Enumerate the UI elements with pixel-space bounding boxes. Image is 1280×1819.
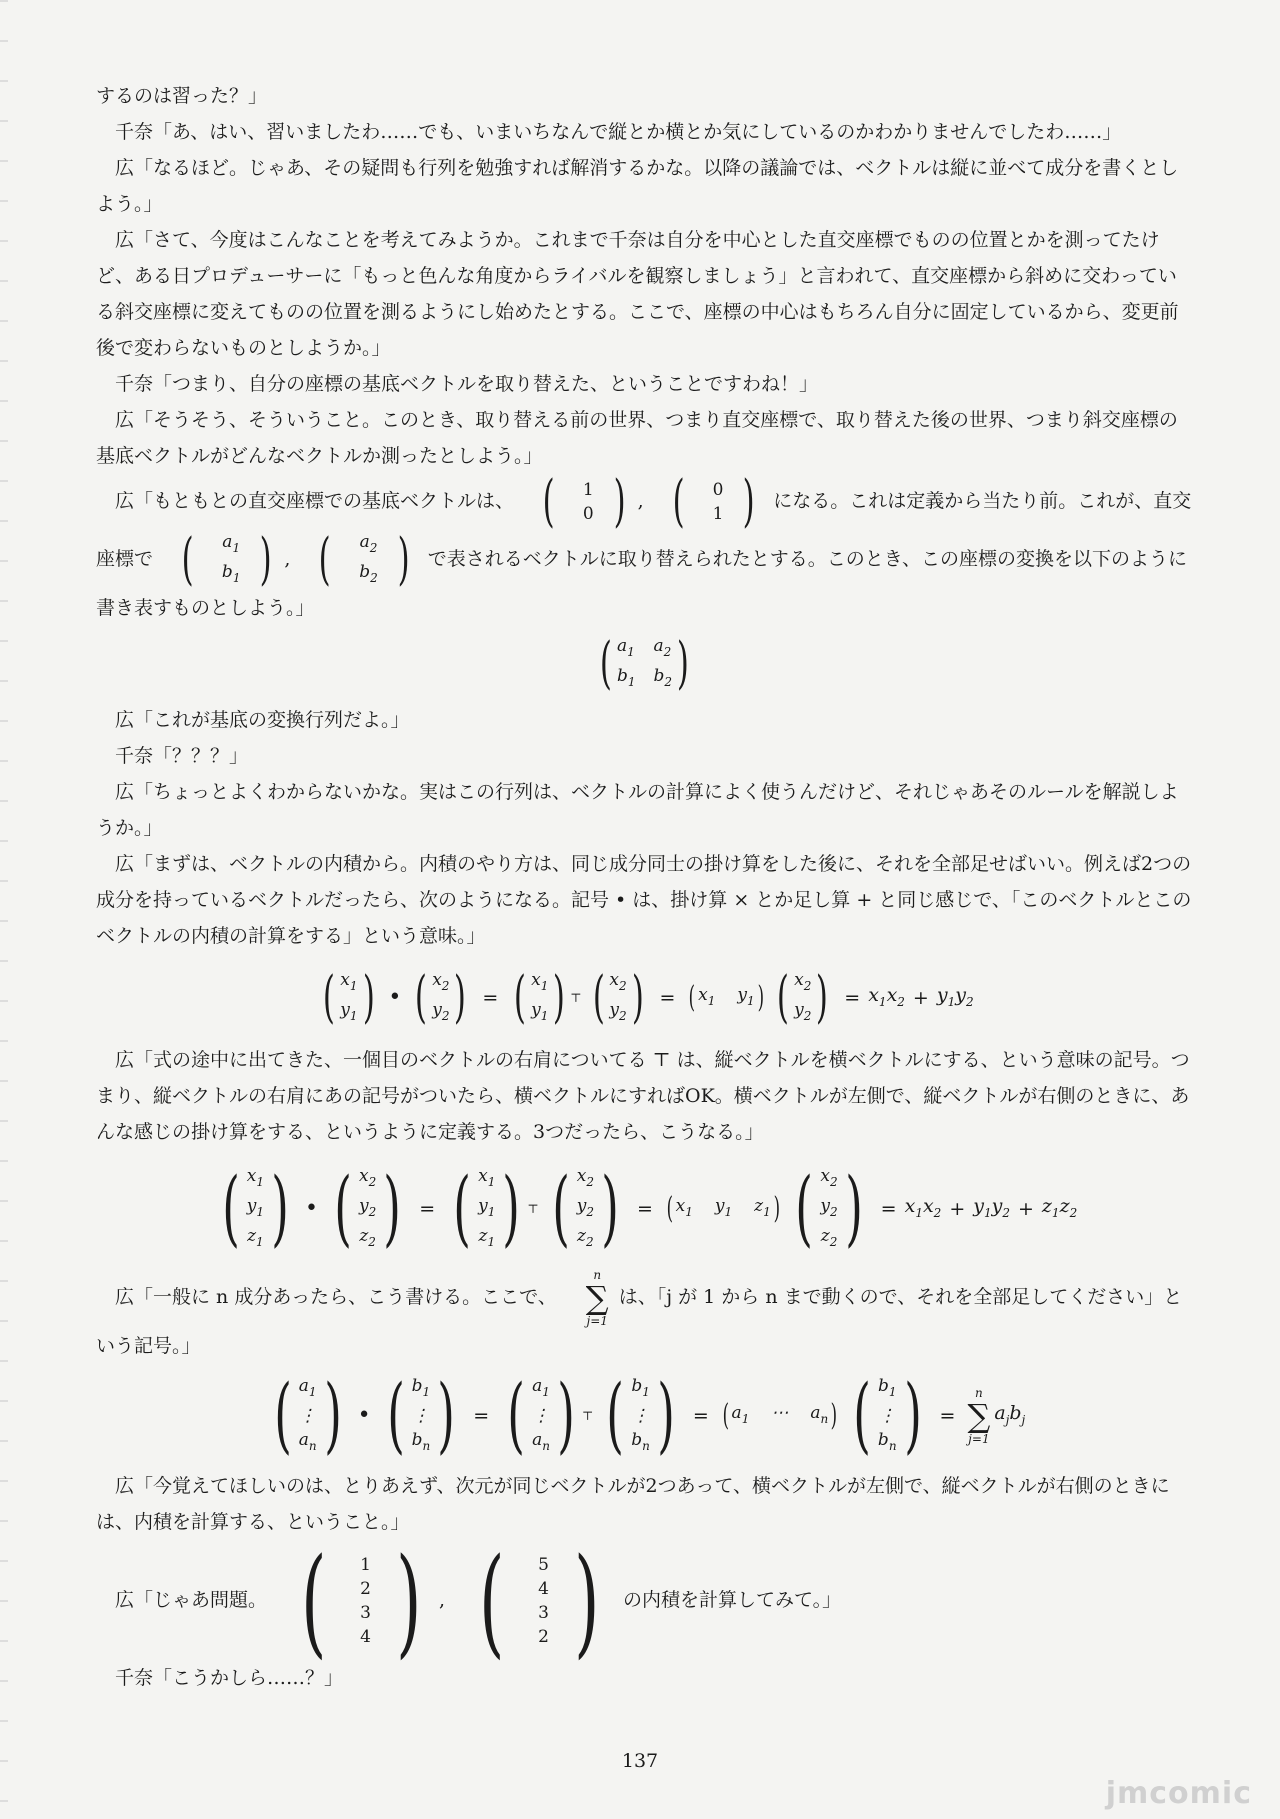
binding-edge bbox=[0, 0, 8, 1819]
inner-product-3d: ( $x_1$ $y_1$ $z_1$ ) • ( $x_2$ $y_2$ $z_2$ ) = ( $x_1$ $y_1$ $z_1$ ) ⊤ ( $x_2$ $y_2$ $z_2$ ) = ( $x_1$ $y_1$ $z_1$ ) ( $x_2$ $y_2$ $z_2$ ) = $x_1x_2$ + $y_1y_2$ + $z_1z_2$ bbox=[221, 1161, 1078, 1256]
paragraph: 広「これが基底の変換行列だよ。」 bbox=[115, 709, 410, 731]
paragraph: 広「今覚えてほしいのは、とりあえず、次元が同じベクトルが2つあって、横ベクトルが左側で、縦ベクトルが右側のときには、内積を計算する、ということ。」 bbox=[96, 1475, 1170, 1533]
vector-e1: ( 1 0 ) bbox=[542, 469, 626, 534]
text-run: になる。これは定義から当たり前。これが、直交座標で bbox=[96, 490, 1192, 570]
text-run: 広「じゃあ問題。 bbox=[115, 1589, 268, 1611]
inner-product-nd: ( $a_1$ ⋮ $a_n$ ) • ( $b_1$ ⋮ $b_n$ ) = ( $a_1$ ⋮ $a_n$ ) ⊤ ( $b_1$ ⋮ $b_n$ ) = ( $a_1$ ⋯ $a_n$ ) ( $b_1$ ⋮ $b_n$ ) = n ∑ j=1 $a_jb_j$ bbox=[273, 1368, 1026, 1463]
paragraph: 広「さて、今度はこんなことを考えてみようか。これまで千奈は自分を中心とした直交座標でものの位置とかを測ってたけど、ある日プロデューサーに「もっと色んな角度からライバルを観察しましょう」と言われて、直交座標から斜めに交わっている斜交座標に変えてものの位置を測るようにし始めたとする。ここで、座標の中心はもちろん自分に固定しているから、変更前後で変わらないものとしようか。」 bbox=[96, 229, 1179, 359]
body-text bbox=[96, 78, 1193, 1696]
paragraph: するのは習った？」 bbox=[96, 85, 268, 107]
matrix-equation: ( $a_1$ $a_2$ $b_1$ $b_2$ ) bbox=[600, 631, 689, 696]
inner-product-2d: ( $x_1$ $y_1$ ) • ( $x_2$ $y_2$ ) = ( $x_1$ $y_1$ ) ⊤ ( $x_2$ $y_2$ ) = ( $x_1$ $y_1$ ) ( $x_2$ $y_2$ ) = $x_1x_2$ + $y_1y_2$ bbox=[323, 965, 974, 1030]
vector-a1b1: ( $a_1$ $b_1$ ) bbox=[181, 527, 273, 592]
paragraph: 千奈「あ、はい、習いましたわ……でも、いまいちなんで縦とか横とか気にしているのかわかりませんでしたわ……」 bbox=[115, 121, 1122, 143]
vector-e2: ( 0 1 ) bbox=[672, 469, 756, 534]
vector-q1: ( 1 2 3 4 ) bbox=[301, 1532, 422, 1670]
text-run: で表されるベクトルに取り替えられたとする。このとき、この座標の変換を以下のように書き表すものとしよう。」 bbox=[96, 548, 1187, 619]
vector-a2b2: ( $a_2$ $b_2$ ) bbox=[319, 527, 410, 592]
paragraph: 広「まずは、ベクトルの内積から。内積のやり方は、同じ成分同士の掛け算をした後に、それを全部足せばいい。例えば2つの成分を持っているベクトルだったら、次のようになる。記号 • は、掛け算 × とか足し算 + と同じ感じで、「このベクトルとこのベクトルの内積の計算をする」という意味。」 bbox=[96, 853, 1192, 947]
paragraph: 千奈「？？？」 bbox=[115, 745, 249, 767]
paragraph-basis: 広「もともとの直交座標での基底ベクトルは、 ( 1 0 ) , ( 0 1 ) になる。これは定義から当たり前。これが、直交座標で ( $a_1$ $b_1$ ) , ( $a_2$ $b_2$ ) で表されるベクトルに取り替えられたとする。このとき、この座標の変換を以下のように書き表すものとしよう。」 bbox=[96, 469, 1192, 619]
vector-q2: ( 5 4 3 2 ) bbox=[479, 1532, 600, 1670]
text-run: 広「一般に n 成分あったら、こう書ける。ここで、 bbox=[115, 1286, 557, 1308]
paragraph: 千奈「こうかしら……？」 bbox=[115, 1667, 344, 1689]
paragraph: 広「ちょっとよくわからないかな。実はこの行列は、ベクトルの計算によく使うんだけど、それじゃあそのルールを解説しようか。」 bbox=[96, 781, 1179, 839]
text-run: は、「j が 1 から n まで動くので、それを全部足してください」という記号。」 bbox=[96, 1286, 1183, 1357]
sum-symbol: n ∑ j=1 bbox=[585, 1268, 609, 1328]
paragraph: 広「そうそう、そういうこと。このとき、取り替える前の世界、つまり直交座標で、取り替えた後の世界、つまり斜交座標の基底ベクトルがどんなベクトルか測ったとしよう。」 bbox=[96, 409, 1178, 467]
paragraph: 広「式の途中に出てきた、一個目のベクトルの右肩についてる ⊤ は、縦ベクトルを横ベクトルにする、という意味の記号。つまり、縦ベクトルの右肩にあの記号がついたら、横ベクトルにすればOK。横ベクトルが左側で、縦ベクトルが右側のときに、あんな感じの掛け算をする、というように定義する。3つだったら、こうなる。」 bbox=[96, 1049, 1190, 1143]
watermark: jmcomic bbox=[1105, 1776, 1252, 1811]
text-run: の内積を計算してみて。」 bbox=[623, 1589, 842, 1611]
text-run: 広「もともとの直交座標での基底ベクトルは、 bbox=[115, 490, 515, 512]
paragraph: 広「なるほど。じゃあ、その疑問も行列を勉強すれば解消するかな。以降の議論では、ベクトルは縦に並べて成分を書くとしよう。」 bbox=[96, 157, 1179, 215]
paragraph-sum bbox=[96, 1268, 1193, 1364]
paragraph: 千奈「つまり、自分の座標の基底ベクトルを取り替えた、ということですわね！」 bbox=[115, 373, 819, 395]
paragraph-question: 広「じゃあ問題。 ( 1 2 3 4 ) , ( 5 4 3 2 ) の内積を計算してみて。」 bbox=[115, 1532, 842, 1670]
page-number: 137 bbox=[621, 1750, 659, 1772]
